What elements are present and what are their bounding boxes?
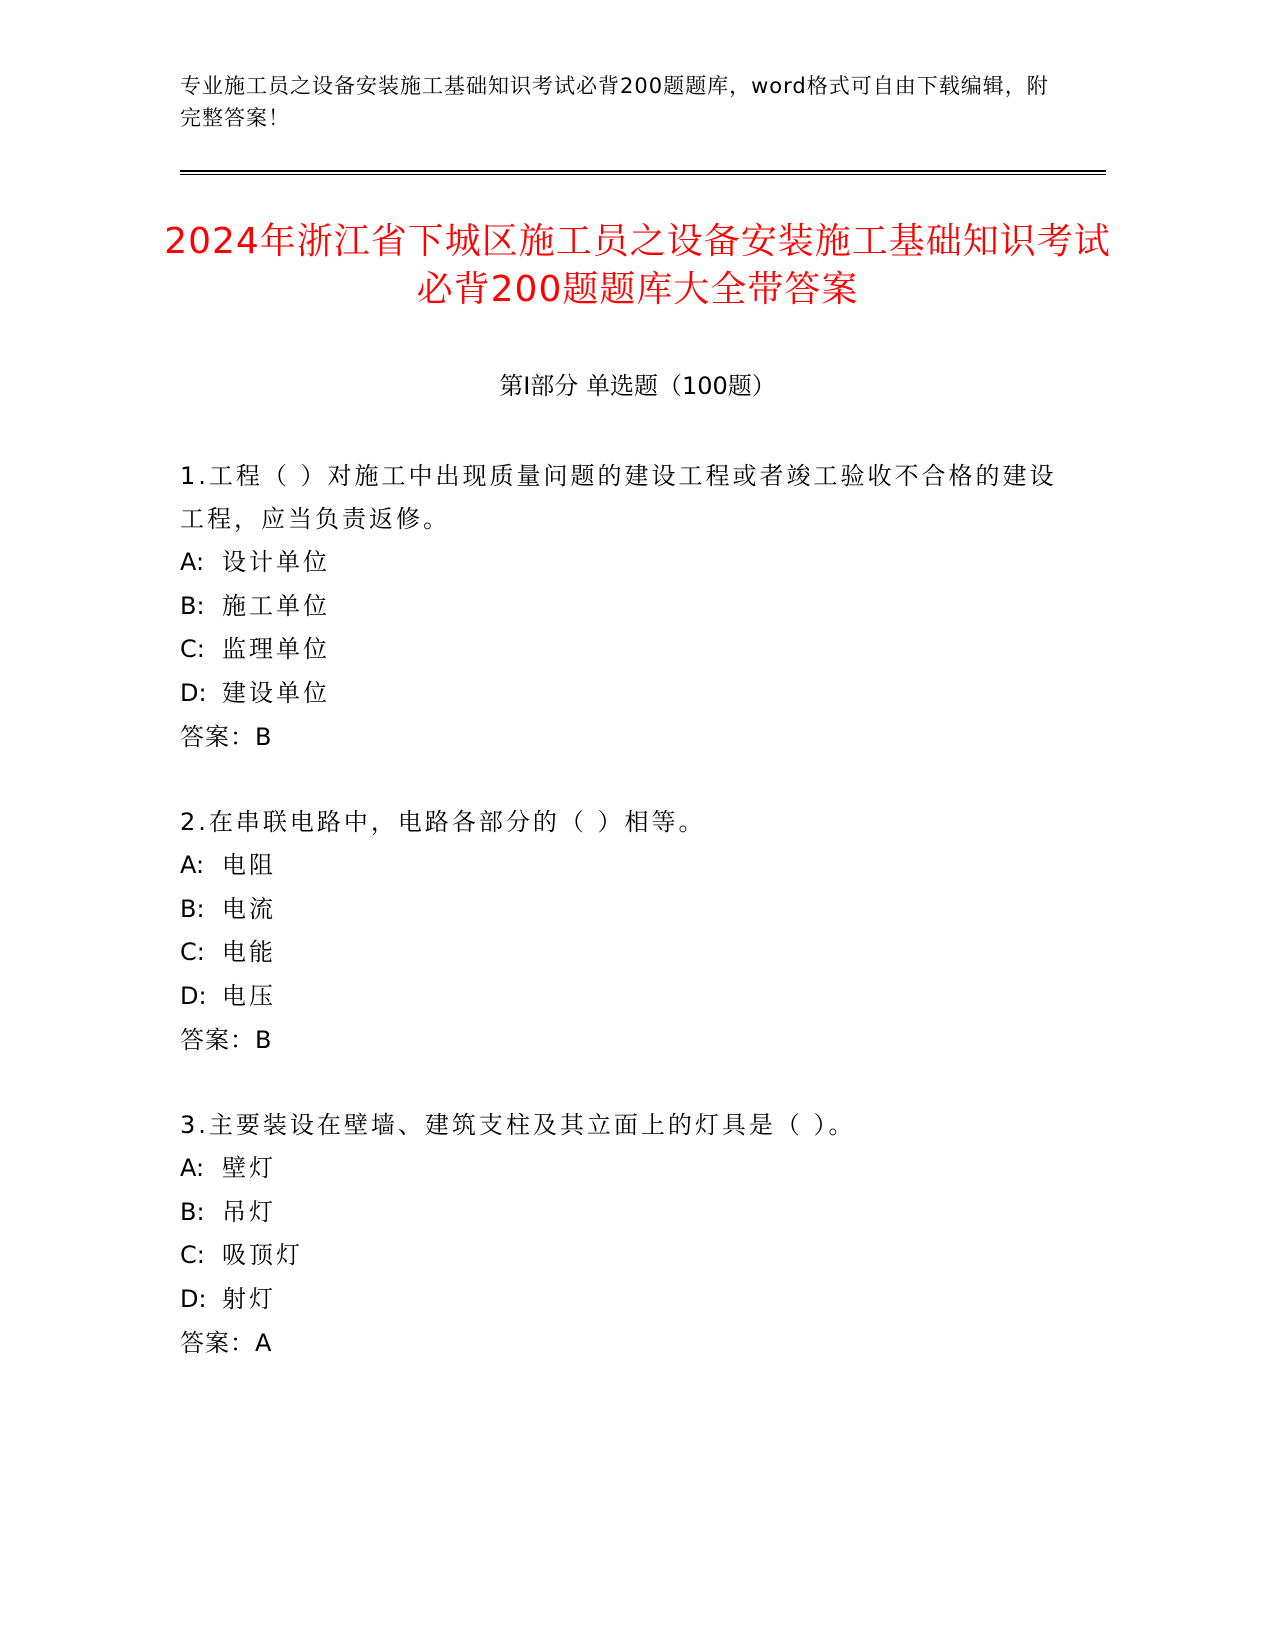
- option-c: [180, 931, 1060, 975]
- question-stem: 3.主要装设在壁墙、建筑支柱及其立面上的灯具是（ ）。: [180, 1111, 856, 1139]
- option-letter: C:: [180, 938, 205, 966]
- header-divider: [180, 170, 1106, 175]
- option-text: 电能: [222, 938, 276, 966]
- option-letter: C:: [180, 635, 205, 663]
- option-letter: B:: [180, 894, 205, 923]
- option-b: [180, 1191, 1060, 1235]
- option-text: 施工单位: [222, 591, 330, 620]
- option-d: [180, 1278, 1060, 1322]
- question-1: [180, 455, 1060, 759]
- answer-line: 答案：B: [180, 723, 273, 751]
- option-a: [180, 1147, 1060, 1191]
- answer-line: 答案：A: [180, 1329, 273, 1357]
- option-text: 建设单位: [222, 678, 330, 707]
- option-letter: A:: [180, 1154, 205, 1182]
- option-text: 吊灯: [222, 1197, 276, 1226]
- document-title: 2024年浙江省下城区施工员之设备安装施工基础知识考试必背200题题库大全带答案: [164, 221, 1111, 310]
- option-d: [180, 672, 1060, 716]
- option-letter: A:: [180, 851, 205, 879]
- answer-line: 答案：B: [180, 1026, 273, 1054]
- option-text: 电压: [222, 981, 276, 1010]
- header-divider-thick: [180, 170, 1106, 172]
- question-3: [180, 1104, 1060, 1365]
- question-stem: 2.在串联电路中，电路各部分的（ ）相等。: [180, 808, 706, 836]
- option-text: 吸顶灯: [222, 1241, 303, 1269]
- option-letter: B:: [180, 591, 205, 620]
- header-note: 专业施工员之设备安装施工基础知识考试必背200题题库，word格式可自由下载编辑，附完整答案！: [180, 74, 1049, 130]
- option-a: [180, 541, 1060, 585]
- option-letter: A:: [180, 548, 205, 576]
- section-heading: 第Ⅰ部分 单选题（100题）: [499, 372, 776, 400]
- option-letter: D:: [180, 678, 207, 707]
- option-b: [180, 585, 1060, 629]
- option-text: 设计单位: [222, 548, 330, 576]
- option-text: 电流: [222, 894, 276, 923]
- question-2: [180, 801, 1060, 1062]
- question-list: [180, 455, 1060, 1407]
- option-text: 监理单位: [222, 635, 330, 663]
- option-text: 电阻: [222, 851, 276, 879]
- option-letter: C:: [180, 1241, 205, 1269]
- option-letter: B:: [180, 1197, 205, 1226]
- option-b: [180, 888, 1060, 932]
- option-c: [180, 1234, 1060, 1278]
- option-letter: D:: [180, 981, 207, 1010]
- option-letter: D:: [180, 1284, 207, 1313]
- option-text: 射灯: [222, 1284, 276, 1313]
- question-stem: 1.工程（ ）对施工中出现质量问题的建设工程或者竣工验收不合格的建设工程，应当负责返修。: [180, 462, 1057, 533]
- header-divider-thin: [180, 174, 1106, 175]
- option-d: [180, 975, 1060, 1019]
- option-a: [180, 844, 1060, 888]
- option-c: [180, 628, 1060, 672]
- option-text: 壁灯: [222, 1154, 276, 1182]
